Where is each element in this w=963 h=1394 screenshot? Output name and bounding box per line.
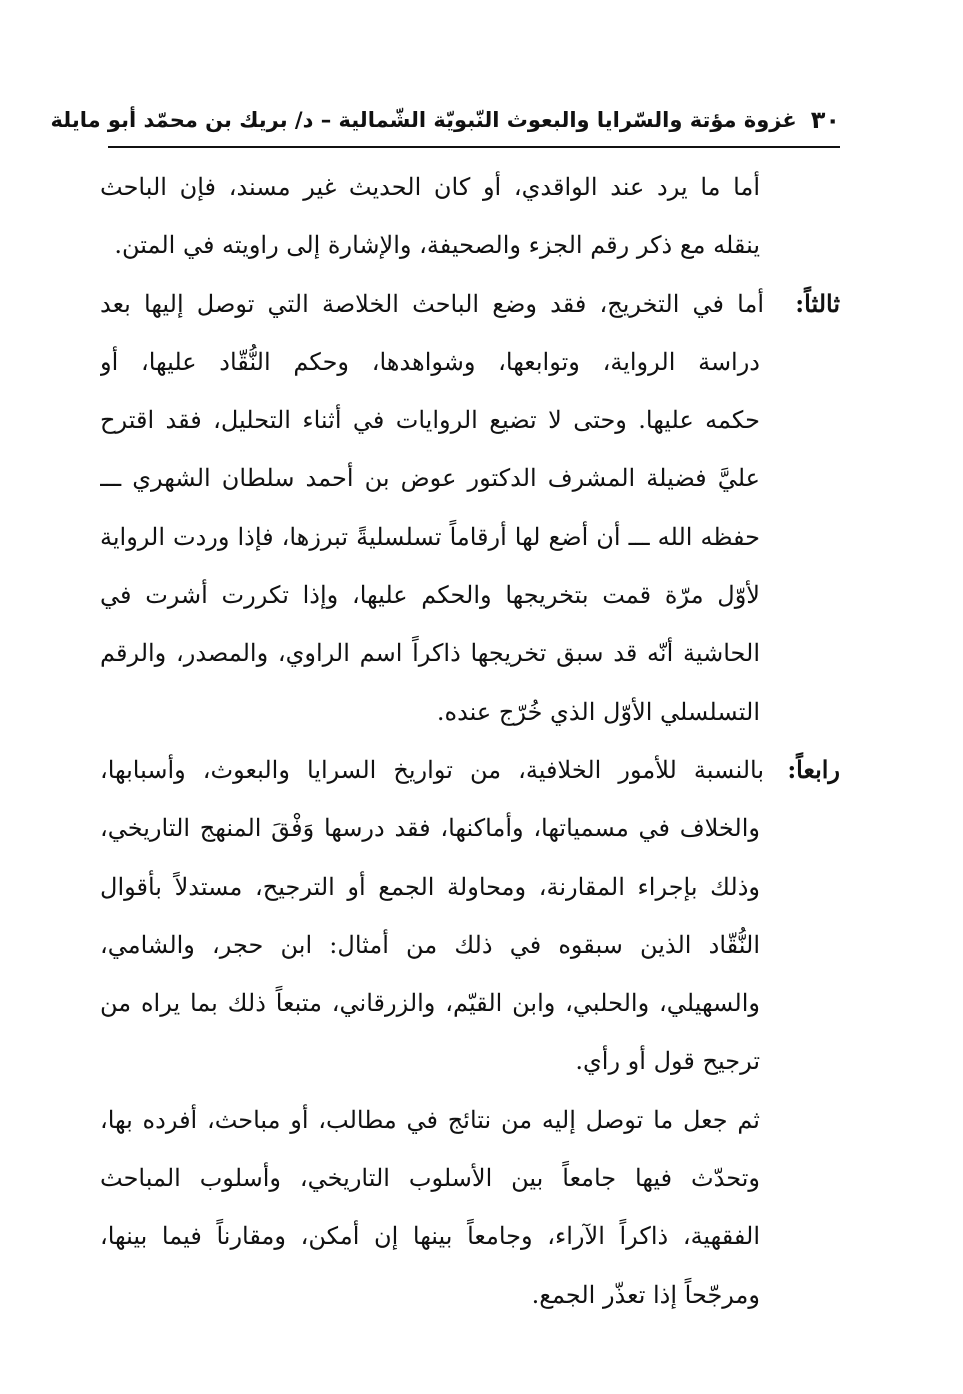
point-label-third: ثالثاً: (795, 288, 840, 318)
paragraph-2-line: التسلسلي الأوّل الذي خُرّج عنده. (436, 697, 760, 726)
paragraph-2-line: دراسة الرواية، وتوابعها، وشواهدها، وحكم النُّقّاد عليها، أو (100, 347, 760, 376)
paragraph-2-line: لأوّل مرّة قمت بتخريجها والحكم عليها، وإذا تكررت أشرت في (100, 581, 760, 610)
paragraph-4-line: الفقهية، ذاكراً الآراء، وجامعاً بينها إن أمكن، ومقارناً فيما بينها، (100, 1222, 760, 1251)
header-rule (108, 146, 840, 148)
paragraph-4-line: ومرجّحاً إذا تعذّر الجمع. (531, 1280, 760, 1309)
paragraph-1-line: ينقله مع ذكر رقم الجزء والصحيفة، والإشارة إلى راويته في المتن. (114, 231, 760, 260)
paragraph-3-first-line (100, 741, 840, 799)
body-text (100, 158, 840, 1324)
paragraph-3-line: ترجيح قول أو رأي. (575, 1047, 760, 1076)
paragraph-3-line: بالنسبة للأمور الخلافية، من تواريخ السرايا والبعوث، وأسبابها، (100, 755, 764, 784)
page-number: ٣٠ (810, 106, 840, 134)
paragraph-2-line: حكمه عليها. وحتى لا تضيع الروايات في أثناء التحليل، فقد اقترح (100, 406, 760, 435)
paragraph-3-line: وذلك بإجراء المقارنة، ومحاولة الجمع أو الترجيح، مستدلاً بأقوال (100, 872, 760, 901)
paragraph-2-line: الحاشية أنّه قد سبق تخريجها ذاكراً اسم الراوي، والمصدر، والرقم (100, 639, 760, 668)
paragraph-2-line: حفظه الله ـــ أن أضع لها أرقاماً تسلسليةً تبرزها، فإذا وردت الرواية (100, 522, 760, 551)
running-header (50, 96, 840, 144)
paragraph-4-line: وتحدّث فيها جامعاً بين الأسلوب التاريخي، وأسلوب المباحث (100, 1164, 760, 1193)
paragraph-3-line: والسهيلي، والحلبي، وابن القيّم، والزرقاني، متبعاً ذلك بما يراه من (100, 989, 760, 1018)
paragraph-4-line: ثم جعل ما توصل إليه من نتائج في مطالب، أو مباحث، أفرده بها، (100, 1105, 760, 1134)
paragraph-3-line: والخلاف في مسمياتها، وأماكنها، فقد درسها وَفْقَ المنهج التاريخي، (100, 814, 760, 843)
paragraph-1-line: أما ما يرد عند الواقدي، أو كان الحديث غير مسند، فإن الباحث (100, 173, 760, 201)
paragraph-3-line: النُّقّاد الذين سبقوه في ذلك من أمثال: ابن حجر، والشامي، (100, 930, 760, 959)
running-title: غزوة مؤتة والسّرايا والبعوث النّبويّة الشّمالية – د/ بريك بن محمّد أبو مايلة (50, 108, 797, 132)
paragraph-2-first-line (100, 275, 840, 333)
point-label-fourth: رابعاً: (787, 754, 840, 784)
paragraph-2-line: عليَّ فضيلة المشرف الدكتور عوض بن أحمد سلطان الشهري ـــ (100, 464, 760, 493)
paragraph-2-line: أما في التخريج، فقد وضع الباحث الخلاصة التي توصل إليها بعد (100, 289, 764, 318)
